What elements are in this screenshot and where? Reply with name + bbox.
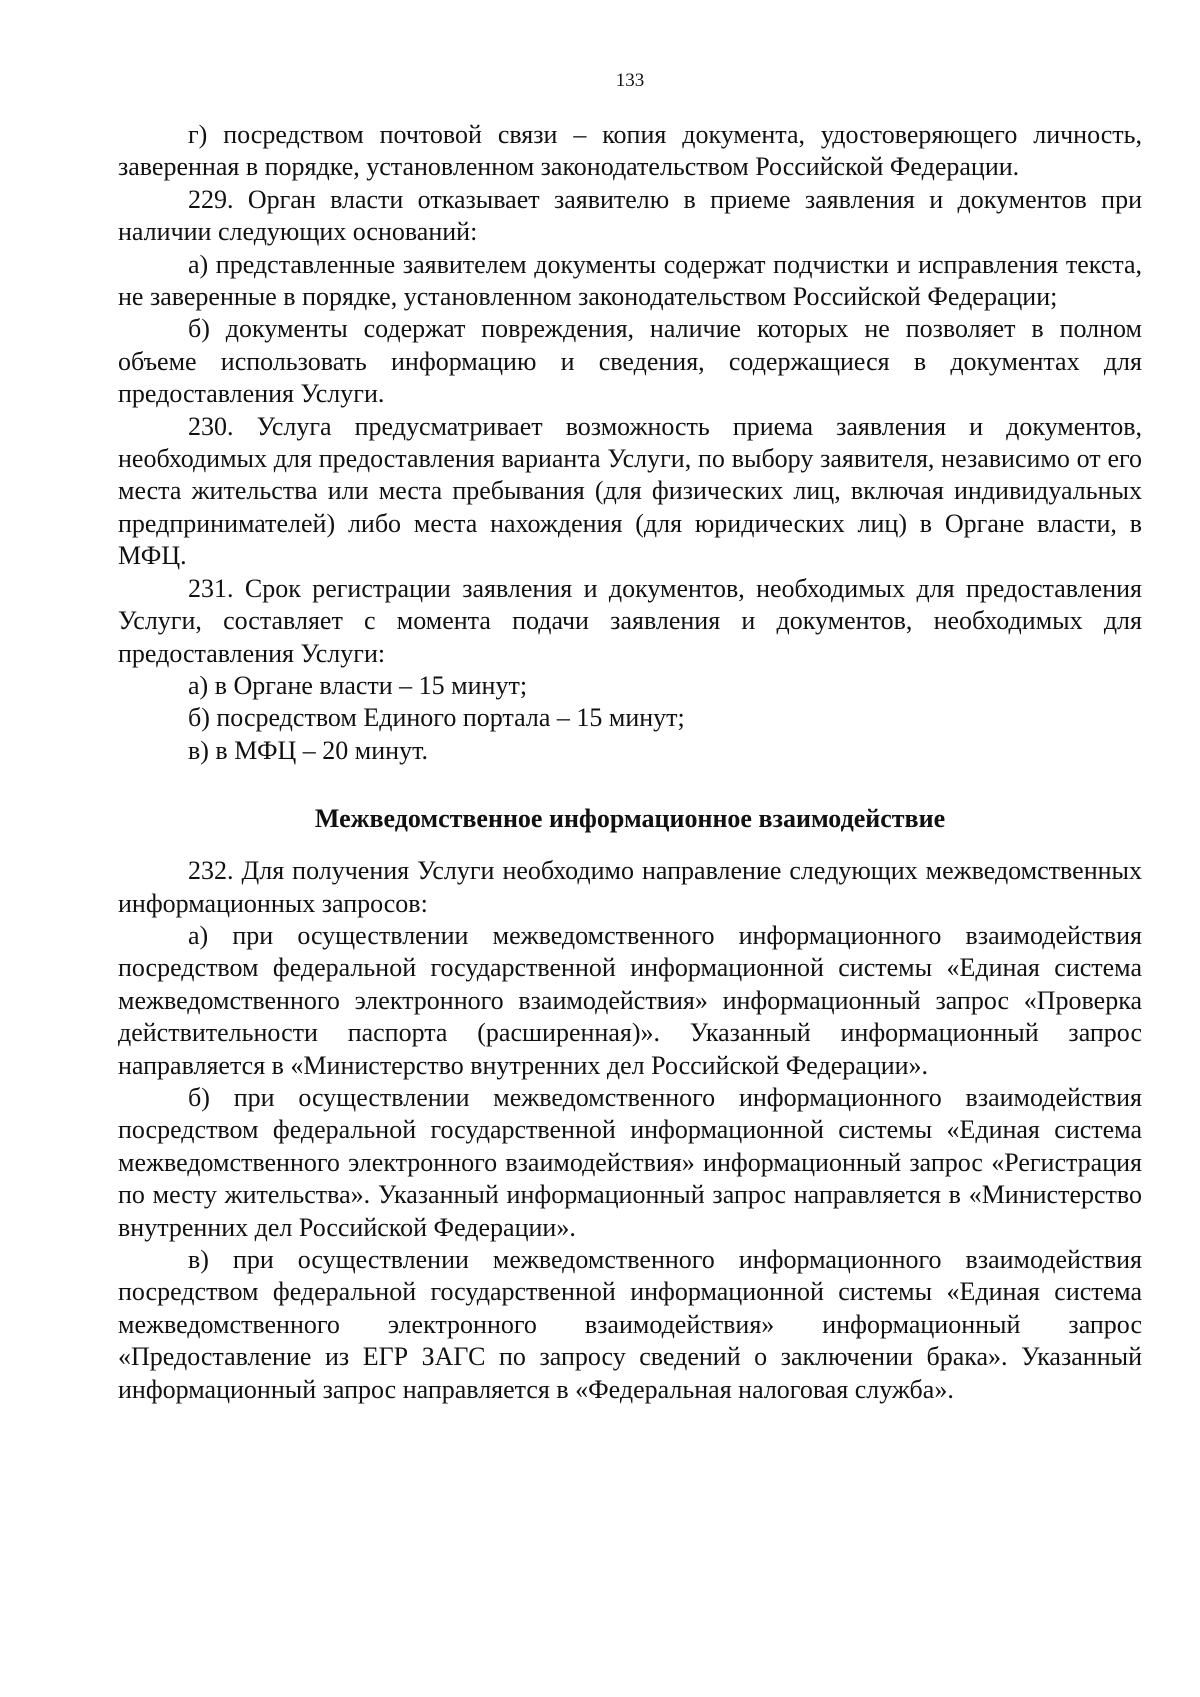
section-heading: Межведомственное информационное взаимодействие	[314, 804, 946, 834]
paragraph-229: 229. Орган власти отказывает заявителю в приеме заявления и документов при наличии следующих оснований:	[118, 184, 1142, 247]
paragraph-231-b: б) посредством Единого портала – 15 минут;	[188, 703, 685, 733]
paragraph-232: 232. Для получения Услуги необходимо направление следующих межведомственных информационных запросов:	[118, 856, 1142, 918]
paragraph-232-a: а) при осуществлении межведомственного информационного взаимодействия посредством федеральной государственной информационной системы «Единая система межведомственного электронного взаимодействия» информационный запрос «Проверка действительности паспорта (расширенная)». Указанный информационный запрос направляется в «Министерство внутренних дел Российской Федерации».	[118, 920, 1142, 1080]
paragraph-g-postal: г) посредством почтовой связи – копия документа, удостоверяющего личность, заверенная в порядке, установленном законодательством Российской Федерации.	[118, 120, 1142, 182]
page-number: 133	[615, 70, 645, 91]
paragraph-229-b: б) документы содержат повреждения, наличие которых не позволяет в полном объеме использовать информацию и сведения, содержащиеся в документах для предоставления Услуги.	[118, 314, 1142, 409]
paragraph-231: 231. Срок регистрации заявления и документов, необходимых для предоставления Услуги, составляет с момента подачи заявления и документов, необходимых для предоставления Услуги:	[118, 573, 1142, 668]
paragraph-231-a: а) в Органе власти – 15 минут;	[188, 670, 528, 700]
paragraph-230: 230. Услуга предусматривает возможность приема заявления и документов, необходимых для предоставления варианта Услуги, по выбору заявителя, независимо от его места жительства или места пребывания (для физических лиц, включая индивидуальных предпринимателей) либо места нахождения (для юридических лиц) в Органе власти, в МФЦ.	[118, 411, 1142, 571]
document-body	[118, 119, 1142, 1406]
paragraph-232-v: в) при осуществлении межведомственного информационного взаимодействия посредством федеральной государственной информационной системы «Единая система межведомственного электронного взаимодействия» информационный запрос «Предоставление из ЕГР ЗАГС по запросу сведений о заключении брака». Указанный информационный запрос направляется в «Федеральная налоговая служба».	[118, 1245, 1142, 1404]
paragraph-229-a: а) представленные заявителем документы содержат подчистки и исправления текста, не заверенные в порядке, установленном законодательством Российской Федерации;	[118, 249, 1142, 312]
paragraph-232-b: б) при осуществлении межведомственного информационного взаимодействия посредством федеральной государственной информационной системы «Единая система межведомственного электронного взаимодействия» информационный запрос «Регистрация по месту жительства». Указанный информационный запрос направляется в «Министерство внутренних дел Российской Федерации».	[118, 1082, 1142, 1242]
paragraph-231-v: в) в МФЦ – 20 минут.	[188, 735, 428, 765]
